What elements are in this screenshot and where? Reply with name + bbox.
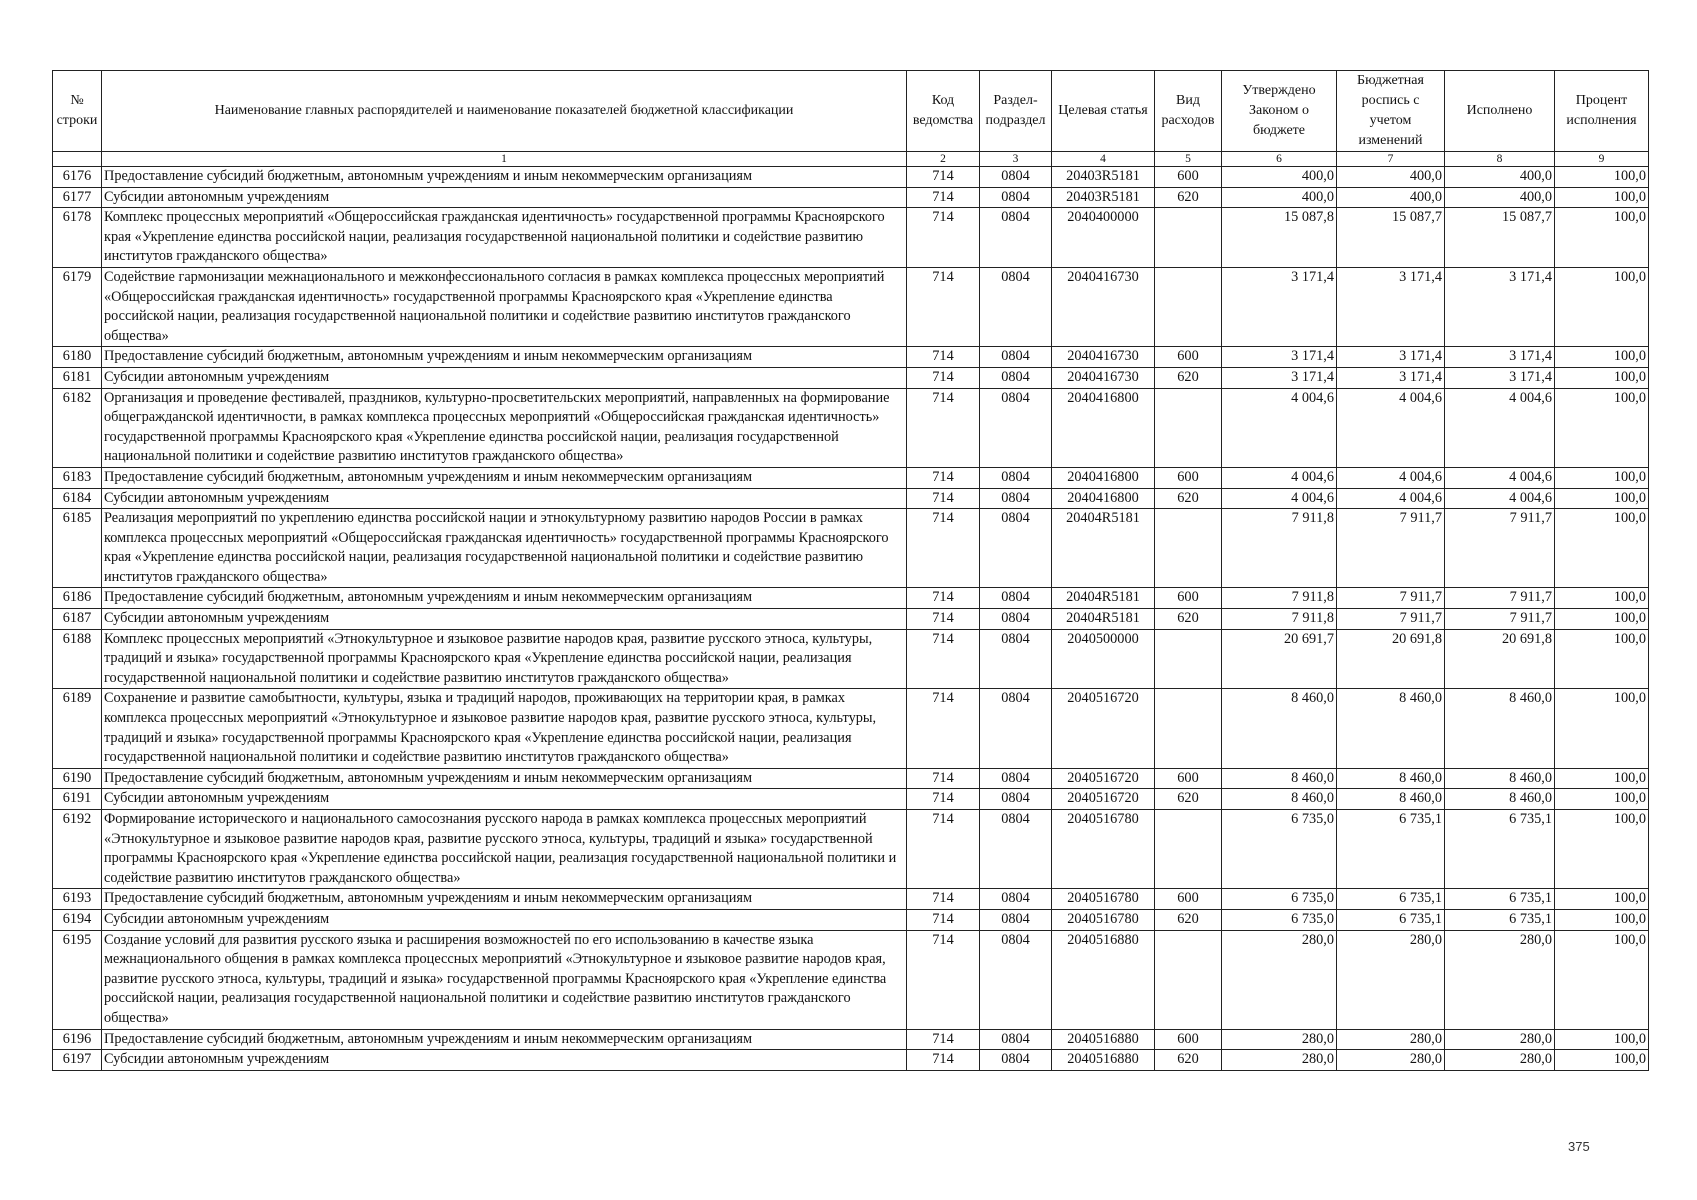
row-number-cell: 6186: [53, 588, 102, 609]
executed-cell: 8 460,0: [1445, 789, 1555, 810]
expense-type-cell: [1155, 810, 1222, 889]
department-code-cell: 714: [907, 347, 980, 368]
name-cell: Субсидии автономным учреждениям: [102, 488, 907, 509]
executed-cell: 400,0: [1445, 187, 1555, 208]
department-code-cell: 714: [907, 208, 980, 268]
budget-table: [52, 70, 1649, 1071]
expense-type-cell: 600: [1155, 588, 1222, 609]
department-code-cell: 714: [907, 768, 980, 789]
department-code-cell: 714: [907, 810, 980, 889]
section-cell: 0804: [980, 768, 1052, 789]
executed-cell: 280,0: [1445, 1029, 1555, 1050]
column-number-cell: 3: [980, 152, 1052, 167]
department-code-cell: 714: [907, 1050, 980, 1071]
row-number-cell: 6183: [53, 467, 102, 488]
row-number-cell: 6190: [53, 768, 102, 789]
expense-type-cell: 620: [1155, 609, 1222, 630]
approved-cell: 3 171,4: [1222, 267, 1337, 346]
approved-cell: 4 004,6: [1222, 488, 1337, 509]
budget-list-cell: 8 460,0: [1337, 789, 1445, 810]
department-code-cell: 714: [907, 388, 980, 467]
table-row: [53, 167, 1649, 188]
column-number-cell: 8: [1445, 152, 1555, 167]
target-article-cell: 2040516720: [1052, 768, 1155, 789]
executed-cell: 7 911,7: [1445, 609, 1555, 630]
target-article-cell: 2040516780: [1052, 909, 1155, 930]
percent-cell: 100,0: [1555, 1050, 1649, 1071]
expense-type-cell: [1155, 629, 1222, 689]
table-row: [53, 187, 1649, 208]
section-cell: 0804: [980, 609, 1052, 630]
budget-list-cell: 280,0: [1337, 1050, 1445, 1071]
table-row: [53, 789, 1649, 810]
expense-type-cell: [1155, 930, 1222, 1029]
name-cell: Предоставление субсидий бюджетным, автономным учреждениям и иным некоммерческим организациям: [102, 889, 907, 910]
approved-cell: 280,0: [1222, 1029, 1337, 1050]
row-number-cell: 6179: [53, 267, 102, 346]
header-cell: Вид расходов: [1155, 71, 1222, 152]
row-number-cell: 6194: [53, 909, 102, 930]
column-number-cell: 4: [1052, 152, 1155, 167]
section-cell: 0804: [980, 588, 1052, 609]
expense-type-cell: [1155, 208, 1222, 268]
budget-list-cell: 400,0: [1337, 187, 1445, 208]
name-cell: Формирование исторического и национального самосознания русского народа в рамках комплекса процессных мероприятий «Этнокультурное и языковое развитие народов края, развитие русского этноса, культуры, традиций и языка» государственной программы Красноярского края «Укрепление единства российской нации, реализация государственной национальной политики и содействие развитию институтов гражданского общества»: [102, 810, 907, 889]
budget-list-cell: 7 911,7: [1337, 609, 1445, 630]
target-article-cell: 2040500000: [1052, 629, 1155, 689]
budget-list-cell: 4 004,6: [1337, 467, 1445, 488]
target-article-cell: 2040516880: [1052, 1050, 1155, 1071]
row-number-cell: 6196: [53, 1029, 102, 1050]
row-number-cell: 6180: [53, 347, 102, 368]
table-body: [53, 167, 1649, 1071]
executed-cell: 400,0: [1445, 167, 1555, 188]
name-cell: Субсидии автономным учреждениям: [102, 789, 907, 810]
target-article-cell: 2040416800: [1052, 388, 1155, 467]
table-row: [53, 810, 1649, 889]
name-cell: Субсидии автономным учреждениям: [102, 187, 907, 208]
section-cell: 0804: [980, 889, 1052, 910]
executed-cell: 6 735,1: [1445, 889, 1555, 910]
approved-cell: 20 691,7: [1222, 629, 1337, 689]
executed-cell: 8 460,0: [1445, 689, 1555, 768]
name-cell: Предоставление субсидий бюджетным, автономным учреждениям и иным некоммерческим организациям: [102, 768, 907, 789]
expense-type-cell: [1155, 509, 1222, 588]
target-article-cell: 2040516720: [1052, 789, 1155, 810]
expense-type-cell: 600: [1155, 167, 1222, 188]
target-article-cell: 20404R5181: [1052, 609, 1155, 630]
executed-cell: 4 004,6: [1445, 488, 1555, 509]
section-cell: 0804: [980, 488, 1052, 509]
name-cell: Реализация мероприятий по укреплению единства российской нации и этнокультурному развитию народов России в рамках комплекса процессных мероприятий «Общероссийская гражданская идентичность» государственной программы Красноярского края «Укрепление единства российской нации, реализация государственной национальной политики и содействие развитию институтов гражданского общества»: [102, 509, 907, 588]
name-cell: Предоставление субсидий бюджетным, автономным учреждениям и иным некоммерческим организациям: [102, 467, 907, 488]
target-article-cell: 2040516720: [1052, 689, 1155, 768]
table-row: [53, 367, 1649, 388]
column-number-row: [53, 152, 1649, 167]
name-cell: Сохранение и развитие самобытности, культуры, языка и традиций народов, проживающих на территории края, в рамках комплекса процессных мероприятий «Этнокультурное и языковое развитие народов края, развитие русского этноса, культуры, традиций и языка» государственной программы Красноярского края «Укрепление единства российской нации, реализация государственной национальной политики и содействие развитию институтов гражданского общества»: [102, 689, 907, 768]
department-code-cell: 714: [907, 629, 980, 689]
section-cell: 0804: [980, 267, 1052, 346]
budget-list-cell: 7 911,7: [1337, 509, 1445, 588]
approved-cell: 6 735,0: [1222, 889, 1337, 910]
expense-type-cell: 600: [1155, 467, 1222, 488]
expense-type-cell: 620: [1155, 789, 1222, 810]
column-number-cell: 1: [102, 152, 907, 167]
target-article-cell: 20403R5181: [1052, 167, 1155, 188]
target-article-cell: 20404R5181: [1052, 509, 1155, 588]
table-row: [53, 509, 1649, 588]
percent-cell: 100,0: [1555, 509, 1649, 588]
name-cell: Предоставление субсидий бюджетным, автономным учреждениям и иным некоммерческим организациям: [102, 167, 907, 188]
approved-cell: 8 460,0: [1222, 768, 1337, 789]
column-number-cell: 5: [1155, 152, 1222, 167]
budget-list-cell: 3 171,4: [1337, 267, 1445, 346]
table-row: [53, 768, 1649, 789]
budget-list-cell: 7 911,7: [1337, 588, 1445, 609]
budget-list-cell: 280,0: [1337, 930, 1445, 1029]
header-cell: Раздел-подраздел: [980, 71, 1052, 152]
percent-cell: 100,0: [1555, 889, 1649, 910]
section-cell: 0804: [980, 167, 1052, 188]
percent-cell: 100,0: [1555, 267, 1649, 346]
table-row: [53, 347, 1649, 368]
expense-type-cell: 620: [1155, 909, 1222, 930]
name-cell: Предоставление субсидий бюджетным, автономным учреждениям и иным некоммерческим организациям: [102, 1029, 907, 1050]
approved-cell: 6 735,0: [1222, 810, 1337, 889]
row-number-cell: 6187: [53, 609, 102, 630]
department-code-cell: 714: [907, 789, 980, 810]
table-row: [53, 889, 1649, 910]
header-cell: Наименование главных распорядителей и наименование показателей бюджетной классификации: [102, 71, 907, 152]
target-article-cell: 20403R5181: [1052, 187, 1155, 208]
budget-list-cell: 6 735,1: [1337, 909, 1445, 930]
section-cell: 0804: [980, 388, 1052, 467]
section-cell: 0804: [980, 367, 1052, 388]
target-article-cell: 2040416730: [1052, 347, 1155, 368]
department-code-cell: 714: [907, 187, 980, 208]
expense-type-cell: [1155, 388, 1222, 467]
approved-cell: 400,0: [1222, 187, 1337, 208]
department-code-cell: 714: [907, 509, 980, 588]
row-number-cell: 6197: [53, 1050, 102, 1071]
table-row: [53, 909, 1649, 930]
budget-list-cell: 3 171,4: [1337, 367, 1445, 388]
expense-type-cell: 620: [1155, 367, 1222, 388]
approved-cell: 7 911,8: [1222, 509, 1337, 588]
budget-list-cell: 20 691,8: [1337, 629, 1445, 689]
name-cell: Комплекс процессных мероприятий «Этнокультурное и языковое развитие народов края, развитие русского этноса, культуры, традиций и языка» государственной программы Красноярского края «Укрепление единства российской нации, реализация государственной национальной политики и содействие развитию институтов гражданского общества»: [102, 629, 907, 689]
section-cell: 0804: [980, 689, 1052, 768]
table-row: [53, 488, 1649, 509]
row-number-cell: 6176: [53, 167, 102, 188]
table-row: [53, 467, 1649, 488]
section-cell: 0804: [980, 810, 1052, 889]
section-cell: 0804: [980, 467, 1052, 488]
percent-cell: 100,0: [1555, 367, 1649, 388]
column-number-cell: [53, 152, 102, 167]
percent-cell: 100,0: [1555, 187, 1649, 208]
approved-cell: 6 735,0: [1222, 909, 1337, 930]
row-number-cell: 6189: [53, 689, 102, 768]
section-cell: 0804: [980, 187, 1052, 208]
row-number-cell: 6192: [53, 810, 102, 889]
target-article-cell: 2040516880: [1052, 1029, 1155, 1050]
percent-cell: 100,0: [1555, 208, 1649, 268]
page-number: 375: [1568, 1139, 1590, 1154]
budget-list-cell: 4 004,6: [1337, 488, 1445, 509]
percent-cell: 100,0: [1555, 588, 1649, 609]
target-article-cell: 2040516780: [1052, 810, 1155, 889]
executed-cell: 7 911,7: [1445, 509, 1555, 588]
expense-type-cell: 620: [1155, 187, 1222, 208]
target-article-cell: 2040416730: [1052, 367, 1155, 388]
budget-list-cell: 4 004,6: [1337, 388, 1445, 467]
row-number-cell: 6177: [53, 187, 102, 208]
percent-cell: 100,0: [1555, 1029, 1649, 1050]
expense-type-cell: 600: [1155, 889, 1222, 910]
table-row: [53, 629, 1649, 689]
expense-type-cell: 620: [1155, 488, 1222, 509]
approved-cell: 8 460,0: [1222, 689, 1337, 768]
target-article-cell: 20404R5181: [1052, 588, 1155, 609]
expense-type-cell: [1155, 267, 1222, 346]
department-code-cell: 714: [907, 889, 980, 910]
approved-cell: 7 911,8: [1222, 609, 1337, 630]
approved-cell: 3 171,4: [1222, 367, 1337, 388]
name-cell: Создание условий для развития русского языка и расширения возможностей по его использованию в качестве языка межнационального общения в рамках комплекса процессных мероприятий «Этнокультурное и языковое развитие народов края, развитие русского этноса, культуры, традиций и языка» государственной программы Красноярского края «Укрепление единства российской нации, реализация государственной национальной политики и содействие развитию институтов гражданского общества»: [102, 930, 907, 1029]
percent-cell: 100,0: [1555, 388, 1649, 467]
table-row: [53, 588, 1649, 609]
row-number-cell: 6184: [53, 488, 102, 509]
target-article-cell: 2040516880: [1052, 930, 1155, 1029]
row-number-cell: 6182: [53, 388, 102, 467]
department-code-cell: 714: [907, 689, 980, 768]
row-number-cell: 6178: [53, 208, 102, 268]
executed-cell: 15 087,7: [1445, 208, 1555, 268]
department-code-cell: 714: [907, 488, 980, 509]
table-row: [53, 208, 1649, 268]
department-code-cell: 714: [907, 609, 980, 630]
section-cell: 0804: [980, 347, 1052, 368]
column-number-cell: 6: [1222, 152, 1337, 167]
name-cell: Субсидии автономным учреждениям: [102, 1050, 907, 1071]
section-cell: 0804: [980, 509, 1052, 588]
table-row: [53, 609, 1649, 630]
row-number-cell: 6188: [53, 629, 102, 689]
approved-cell: 15 087,8: [1222, 208, 1337, 268]
budget-list-cell: 3 171,4: [1337, 347, 1445, 368]
name-cell: Содействие гармонизации межнационального и межконфессионального согласия в рамках комплекса процессных мероприятий «Общероссийская гражданская идентичность» государственной программы Красноярского края «Укрепление единства российской нации, реализация государственной национальной политики и содействие развитию институтов гражданского общества»: [102, 267, 907, 346]
department-code-cell: 714: [907, 909, 980, 930]
budget-list-cell: 15 087,7: [1337, 208, 1445, 268]
name-cell: Субсидии автономным учреждениям: [102, 367, 907, 388]
target-article-cell: 2040416730: [1052, 267, 1155, 346]
name-cell: Комплекс процессных мероприятий «Общероссийская гражданская идентичность» государственной программы Красноярского края «Укрепление единства российской нации, реализация государственной национальной политики и содействие развитию институтов гражданского общества»: [102, 208, 907, 268]
section-cell: 0804: [980, 629, 1052, 689]
budget-list-cell: 280,0: [1337, 1029, 1445, 1050]
name-cell: Субсидии автономным учреждениям: [102, 609, 907, 630]
executed-cell: 3 171,4: [1445, 347, 1555, 368]
percent-cell: 100,0: [1555, 629, 1649, 689]
column-number-cell: 2: [907, 152, 980, 167]
percent-cell: 100,0: [1555, 689, 1649, 768]
executed-cell: 20 691,8: [1445, 629, 1555, 689]
approved-cell: 7 911,8: [1222, 588, 1337, 609]
executed-cell: 7 911,7: [1445, 588, 1555, 609]
header-cell: Процент исполнения: [1555, 71, 1649, 152]
section-cell: 0804: [980, 1050, 1052, 1071]
approved-cell: 280,0: [1222, 930, 1337, 1029]
executed-cell: 3 171,4: [1445, 367, 1555, 388]
expense-type-cell: [1155, 689, 1222, 768]
table-row: [53, 267, 1649, 346]
department-code-cell: 714: [907, 367, 980, 388]
table-row: [53, 1050, 1649, 1071]
approved-cell: 400,0: [1222, 167, 1337, 188]
percent-cell: 100,0: [1555, 488, 1649, 509]
executed-cell: 8 460,0: [1445, 768, 1555, 789]
header-cell: Бюджетная роспись с учетом изменений: [1337, 71, 1445, 152]
department-code-cell: 714: [907, 1029, 980, 1050]
executed-cell: 4 004,6: [1445, 467, 1555, 488]
column-number-cell: 9: [1555, 152, 1649, 167]
row-number-cell: 6195: [53, 930, 102, 1029]
section-cell: 0804: [980, 930, 1052, 1029]
approved-cell: 8 460,0: [1222, 789, 1337, 810]
section-cell: 0804: [980, 208, 1052, 268]
header-cell: Утверждено Законом о бюджете: [1222, 71, 1337, 152]
department-code-cell: 714: [907, 588, 980, 609]
header-cell: Код ведомства: [907, 71, 980, 152]
budget-list-cell: 8 460,0: [1337, 689, 1445, 768]
percent-cell: 100,0: [1555, 467, 1649, 488]
column-number-cell: 7: [1337, 152, 1445, 167]
executed-cell: 6 735,1: [1445, 810, 1555, 889]
name-cell: Субсидии автономным учреждениям: [102, 909, 907, 930]
expense-type-cell: 600: [1155, 347, 1222, 368]
approved-cell: 280,0: [1222, 1050, 1337, 1071]
row-number-cell: 6193: [53, 889, 102, 910]
name-cell: Предоставление субсидий бюджетным, автономным учреждениям и иным некоммерческим организациям: [102, 347, 907, 368]
table-row: [53, 388, 1649, 467]
budget-list-cell: 6 735,1: [1337, 810, 1445, 889]
target-article-cell: 2040416800: [1052, 488, 1155, 509]
approved-cell: 3 171,4: [1222, 347, 1337, 368]
percent-cell: 100,0: [1555, 810, 1649, 889]
row-number-cell: 6185: [53, 509, 102, 588]
target-article-cell: 2040516780: [1052, 889, 1155, 910]
row-number-cell: 6191: [53, 789, 102, 810]
executed-cell: 3 171,4: [1445, 267, 1555, 346]
percent-cell: 100,0: [1555, 167, 1649, 188]
budget-list-cell: 8 460,0: [1337, 768, 1445, 789]
expense-type-cell: 600: [1155, 768, 1222, 789]
name-cell: Предоставление субсидий бюджетным, автономным учреждениям и иным некоммерческим организациям: [102, 588, 907, 609]
approved-cell: 4 004,6: [1222, 467, 1337, 488]
executed-cell: 6 735,1: [1445, 909, 1555, 930]
header-row: [53, 71, 1649, 152]
target-article-cell: 2040416800: [1052, 467, 1155, 488]
executed-cell: 280,0: [1445, 930, 1555, 1029]
budget-list-cell: 6 735,1: [1337, 889, 1445, 910]
section-cell: 0804: [980, 1029, 1052, 1050]
percent-cell: 100,0: [1555, 609, 1649, 630]
header-cell: № строки: [53, 71, 102, 152]
header-cell: Исполнено: [1445, 71, 1555, 152]
table-row: [53, 1029, 1649, 1050]
percent-cell: 100,0: [1555, 789, 1649, 810]
table-row: [53, 689, 1649, 768]
budget-list-cell: 400,0: [1337, 167, 1445, 188]
percent-cell: 100,0: [1555, 909, 1649, 930]
section-cell: 0804: [980, 909, 1052, 930]
name-cell: Организация и проведение фестивалей, праздников, культурно-просветительских мероприятий, направленных на формирование общегражданской идентичности, в рамках комплекса процессных мероприятий «Общероссийская гражданская идентичность» государственной программы Красноярского края «Укрепление единства российской нации, реализация государственной национальной политики и содействие развитию институтов гражданского общества»: [102, 388, 907, 467]
percent-cell: 100,0: [1555, 930, 1649, 1029]
header-cell: Целевая статья: [1052, 71, 1155, 152]
expense-type-cell: 620: [1155, 1050, 1222, 1071]
table-row: [53, 930, 1649, 1029]
department-code-cell: 714: [907, 930, 980, 1029]
department-code-cell: 714: [907, 167, 980, 188]
executed-cell: 280,0: [1445, 1050, 1555, 1071]
executed-cell: 4 004,6: [1445, 388, 1555, 467]
percent-cell: 100,0: [1555, 347, 1649, 368]
percent-cell: 100,0: [1555, 768, 1649, 789]
department-code-cell: 714: [907, 467, 980, 488]
row-number-cell: 6181: [53, 367, 102, 388]
department-code-cell: 714: [907, 267, 980, 346]
approved-cell: 4 004,6: [1222, 388, 1337, 467]
expense-type-cell: 600: [1155, 1029, 1222, 1050]
target-article-cell: 2040400000: [1052, 208, 1155, 268]
section-cell: 0804: [980, 789, 1052, 810]
